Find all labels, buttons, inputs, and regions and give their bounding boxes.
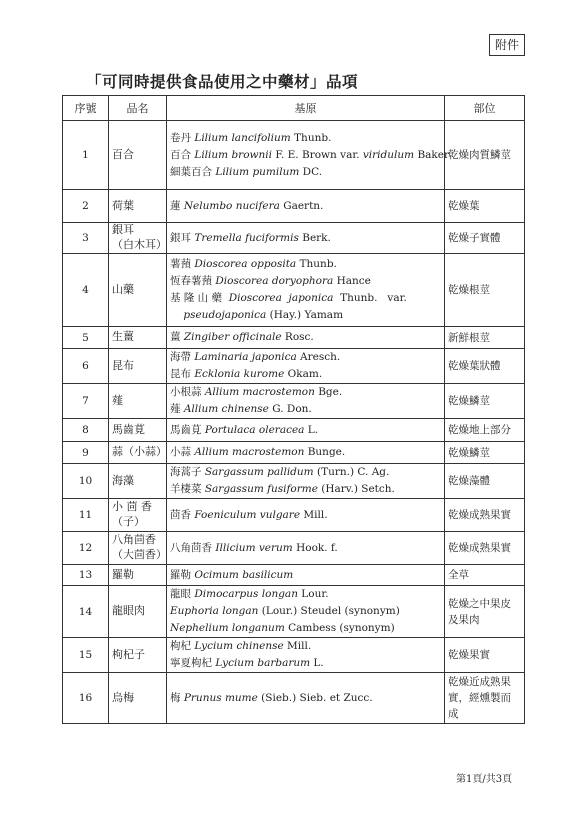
origin-text: Mill. (300, 508, 328, 521)
scientific-name: Ecklonia kurome (194, 368, 285, 380)
origin-text: 小蒜 (170, 446, 195, 458)
row-number: 6 (63, 349, 109, 384)
origin-text: Thunb. (296, 258, 337, 270)
origin-text: 羊棲菜 (170, 483, 205, 495)
origin-line (170, 130, 441, 147)
origin-cell (167, 673, 445, 724)
origin-cell (167, 384, 445, 419)
origin-text: Berk. (298, 231, 331, 244)
table-row (63, 565, 525, 586)
scientific-name: Nephelium longanum (170, 622, 285, 634)
origin-cell (167, 190, 445, 223)
table-header-row (63, 96, 525, 121)
origin-cell (167, 349, 445, 384)
page-footer: 第1頁/共3頁 (456, 774, 513, 785)
origin-line (170, 638, 441, 655)
origin-text: (Harv.) Setch. (317, 483, 395, 495)
scientific-name: Allium macrostemon (204, 386, 315, 398)
herb-part: 乾燥鱗莖 (445, 384, 525, 419)
table-row (63, 254, 525, 327)
herb-part: 乾燥之中果皮及果肉 (445, 586, 525, 638)
herb-name: 荷葉 (109, 190, 167, 223)
origin-text: (Sieb.) Sieb. et Zucc. (257, 691, 373, 704)
herb-name: 小 茴 香 （子） (109, 499, 167, 532)
header-name: 品名 (109, 96, 167, 121)
table-body (63, 121, 525, 724)
origin-line (170, 464, 441, 481)
scientific-name: Dioscorea doryophora (215, 275, 334, 287)
scientific-name: Lilium pumilum (215, 165, 300, 178)
origin-text: 恆春薯蕷 (170, 275, 216, 287)
origin-text: G. Don. (268, 403, 312, 415)
herb-part: 乾燥葉 (445, 190, 525, 223)
origin-text: 寧夏枸杞 (170, 657, 216, 669)
herb-part: 乾燥成熟果實 (445, 499, 525, 532)
origin-text: DC. (299, 165, 323, 178)
row-number: 2 (63, 190, 109, 223)
herb-part: 新鮮根莖 (445, 327, 525, 349)
scientific-name: viridulum (362, 148, 415, 161)
origin-text: 昆布 (170, 368, 195, 380)
herb-part: 全草 (445, 565, 525, 586)
herb-name: 海藻 (109, 464, 167, 499)
scientific-name: Laminaria japonica (194, 351, 297, 363)
origin-text: Hook. f. (292, 541, 338, 554)
origin-cell (167, 464, 445, 499)
herb-part: 乾燥果實 (445, 638, 525, 673)
origin-text: 茴香 (170, 508, 195, 521)
herb-name: 烏梅 (109, 673, 167, 724)
origin-line (170, 273, 441, 290)
origin-text: 馬齒莧 (170, 423, 205, 436)
table-row (63, 673, 525, 724)
origin-text: 梅 (170, 691, 184, 704)
table-row (63, 586, 525, 638)
herb-part: 乾燥肉質鱗莖 (445, 121, 525, 190)
origin-cell (167, 223, 445, 254)
origin-line (170, 586, 441, 603)
herb-name: 蒜（小蒜） (109, 442, 167, 464)
scientific-name: Dioscorea japonica (228, 292, 334, 304)
origin-text: Hance (333, 275, 371, 287)
herb-part: 乾燥地上部分 (445, 419, 525, 442)
table-row (63, 349, 525, 384)
origin-text: 銀耳 (170, 231, 195, 244)
scientific-name: Lycium chinense (194, 640, 284, 652)
scientific-name: Zingiber officinale (183, 331, 282, 343)
scientific-name: Allium macrostemon (194, 446, 305, 458)
origin-text: (Hay.) Yamam (266, 309, 344, 321)
scientific-name: Lycium barbarum (215, 657, 311, 669)
origin-line (170, 567, 441, 584)
herb-name: 山藥 (109, 254, 167, 327)
row-number: 5 (63, 327, 109, 349)
origin-cell (167, 565, 445, 586)
origin-text: L. (310, 657, 324, 669)
scientific-name: Tremella fuciformis (194, 231, 299, 244)
origin-line (170, 164, 441, 181)
row-number: 9 (63, 442, 109, 464)
scientific-name: Sargassum fusiforme (204, 483, 318, 495)
table-row (63, 327, 525, 349)
origin-text: Thunb. (290, 131, 332, 144)
row-number: 1 (63, 121, 109, 190)
origin-text: Mill. (283, 640, 312, 652)
origin-text: 薑 (170, 331, 184, 343)
scientific-name: Illicium verum (215, 541, 293, 554)
origin-text: Baker (414, 148, 450, 161)
origin-text: Gaertn. (279, 199, 324, 212)
row-number: 8 (63, 419, 109, 442)
scientific-name: pseudojaponica (183, 309, 267, 321)
table-row (63, 532, 525, 565)
origin-line (170, 349, 441, 366)
origin-line (170, 198, 441, 215)
origin-line (170, 481, 441, 498)
origin-line (170, 401, 441, 418)
scientific-name: Sargassum pallidum (204, 466, 314, 478)
origin-text: 細葉百合 (170, 165, 216, 178)
origin-line (170, 329, 441, 346)
origin-text: Cambess (synonym) (284, 622, 395, 634)
origin-line (170, 422, 441, 439)
herb-name: 銀耳 （白木耳） (109, 223, 167, 254)
scientific-name: Foeniculum vulgare (194, 508, 301, 521)
row-number: 12 (63, 532, 109, 565)
origin-text (170, 309, 183, 321)
row-number: 13 (63, 565, 109, 586)
origin-line (170, 290, 441, 307)
origin-text: (Lour.) Steudel (synonym) (258, 605, 400, 617)
origin-text: 八角茴香 (170, 541, 216, 554)
herb-part: 乾燥子實體 (445, 223, 525, 254)
origin-text: 薯蕷 (170, 258, 195, 270)
herb-name: 薤 (109, 384, 167, 419)
table-row (63, 190, 525, 223)
scientific-name: Euphoria longan (170, 605, 259, 617)
origin-line (170, 620, 441, 637)
herb-name: 龍眼肉 (109, 586, 167, 638)
origin-text: F. E. Brown var. (271, 148, 363, 161)
herb-name: 昆布 (109, 349, 167, 384)
herb-part: 乾燥成熟果實 (445, 532, 525, 565)
origin-text: 基 隆 山 藥 (170, 292, 229, 304)
row-number: 15 (63, 638, 109, 673)
origin-cell (167, 586, 445, 638)
origin-line (170, 366, 441, 383)
herbs-table (62, 95, 525, 724)
origin-line (170, 444, 441, 461)
origin-line (170, 147, 450, 164)
row-number: 3 (63, 223, 109, 254)
herb-part: 乾燥近成熟果實，經燻製而成 (445, 673, 525, 724)
table-row (63, 464, 525, 499)
scientific-name: Nelumbo nucifera (183, 199, 280, 212)
scientific-name: Lilium lancifolium (194, 131, 291, 144)
row-number: 4 (63, 254, 109, 327)
origin-text: 羅勒 (170, 568, 195, 581)
origin-text: Bunge. (304, 446, 346, 458)
row-number: 10 (63, 464, 109, 499)
origin-cell (167, 499, 445, 532)
scientific-name: Lilium brownii (194, 148, 272, 161)
origin-cell (167, 121, 450, 190)
scientific-name: Allium chinense (183, 403, 269, 415)
origin-cell (167, 254, 445, 327)
table-row (63, 638, 525, 673)
origin-line (170, 690, 441, 707)
herb-name: 生薑 (109, 327, 167, 349)
herb-name: 百合 (109, 121, 167, 190)
origin-cell (167, 638, 445, 673)
page-title: 「可同時提供食品使用之中藥材」品項 (86, 72, 359, 91)
origin-line (170, 655, 441, 672)
origin-text: 小根蒜 (170, 386, 205, 398)
origin-text: (Turn.) C. Ag. (313, 466, 390, 478)
origin-line (170, 307, 441, 324)
table-row (63, 121, 525, 190)
origin-text: Thunb. var. (333, 292, 407, 304)
attachment-label: 附件 (489, 34, 525, 56)
table-row (63, 442, 525, 464)
origin-text: 卷丹 (170, 131, 195, 144)
table-row (63, 223, 525, 254)
row-number: 11 (63, 499, 109, 532)
herb-name: 羅勒 (109, 565, 167, 586)
origin-text: Bge. (314, 386, 343, 398)
origin-cell (167, 532, 445, 565)
herb-part: 乾燥葉狀體 (445, 349, 525, 384)
scientific-name: Dimocarpus longan (194, 588, 298, 600)
origin-text: Okam. (284, 368, 323, 380)
header-origin: 基原 (167, 96, 445, 121)
origin-cell (167, 327, 445, 349)
herb-part: 乾燥藻體 (445, 464, 525, 499)
header-serial: 序號 (63, 96, 109, 121)
scientific-name: Dioscorea opposita (194, 258, 297, 270)
scientific-name: Ocimum basilicum (194, 568, 294, 581)
table-row (63, 384, 525, 419)
origin-text: 枸杞 (170, 640, 195, 652)
origin-text: L. (304, 423, 319, 436)
origin-text: 百合 (170, 148, 195, 161)
origin-text: Aresch. (296, 351, 341, 363)
origin-line (170, 230, 441, 247)
origin-text: 海蒿子 (170, 466, 205, 478)
table-row (63, 499, 525, 532)
herb-part: 乾燥鱗莖 (445, 442, 525, 464)
herb-name: 八角茴香 （大茴香） (109, 532, 167, 565)
origin-line (170, 603, 441, 620)
origin-line (170, 540, 441, 557)
herb-part: 乾燥根莖 (445, 254, 525, 327)
origin-text: 龍眼 (170, 588, 195, 600)
herb-name: 馬齒莧 (109, 419, 167, 442)
scientific-name: Portulaca oleracea (204, 423, 305, 436)
origin-text: 薤 (170, 403, 184, 415)
row-number: 7 (63, 384, 109, 419)
scientific-name: Prunus mume (183, 691, 258, 704)
origin-text: 蓮 (170, 199, 184, 212)
origin-text: Rosc. (281, 331, 314, 343)
table-row (63, 419, 525, 442)
origin-line (170, 256, 441, 273)
origin-cell (167, 442, 445, 464)
origin-line (170, 507, 441, 524)
row-number: 16 (63, 673, 109, 724)
origin-text: Lour. (297, 588, 329, 600)
origin-cell (167, 419, 445, 442)
header-part: 部位 (445, 96, 525, 121)
herb-name: 枸杞子 (109, 638, 167, 673)
row-number: 14 (63, 586, 109, 638)
origin-line (170, 384, 441, 401)
origin-text: 海帶 (170, 351, 195, 363)
